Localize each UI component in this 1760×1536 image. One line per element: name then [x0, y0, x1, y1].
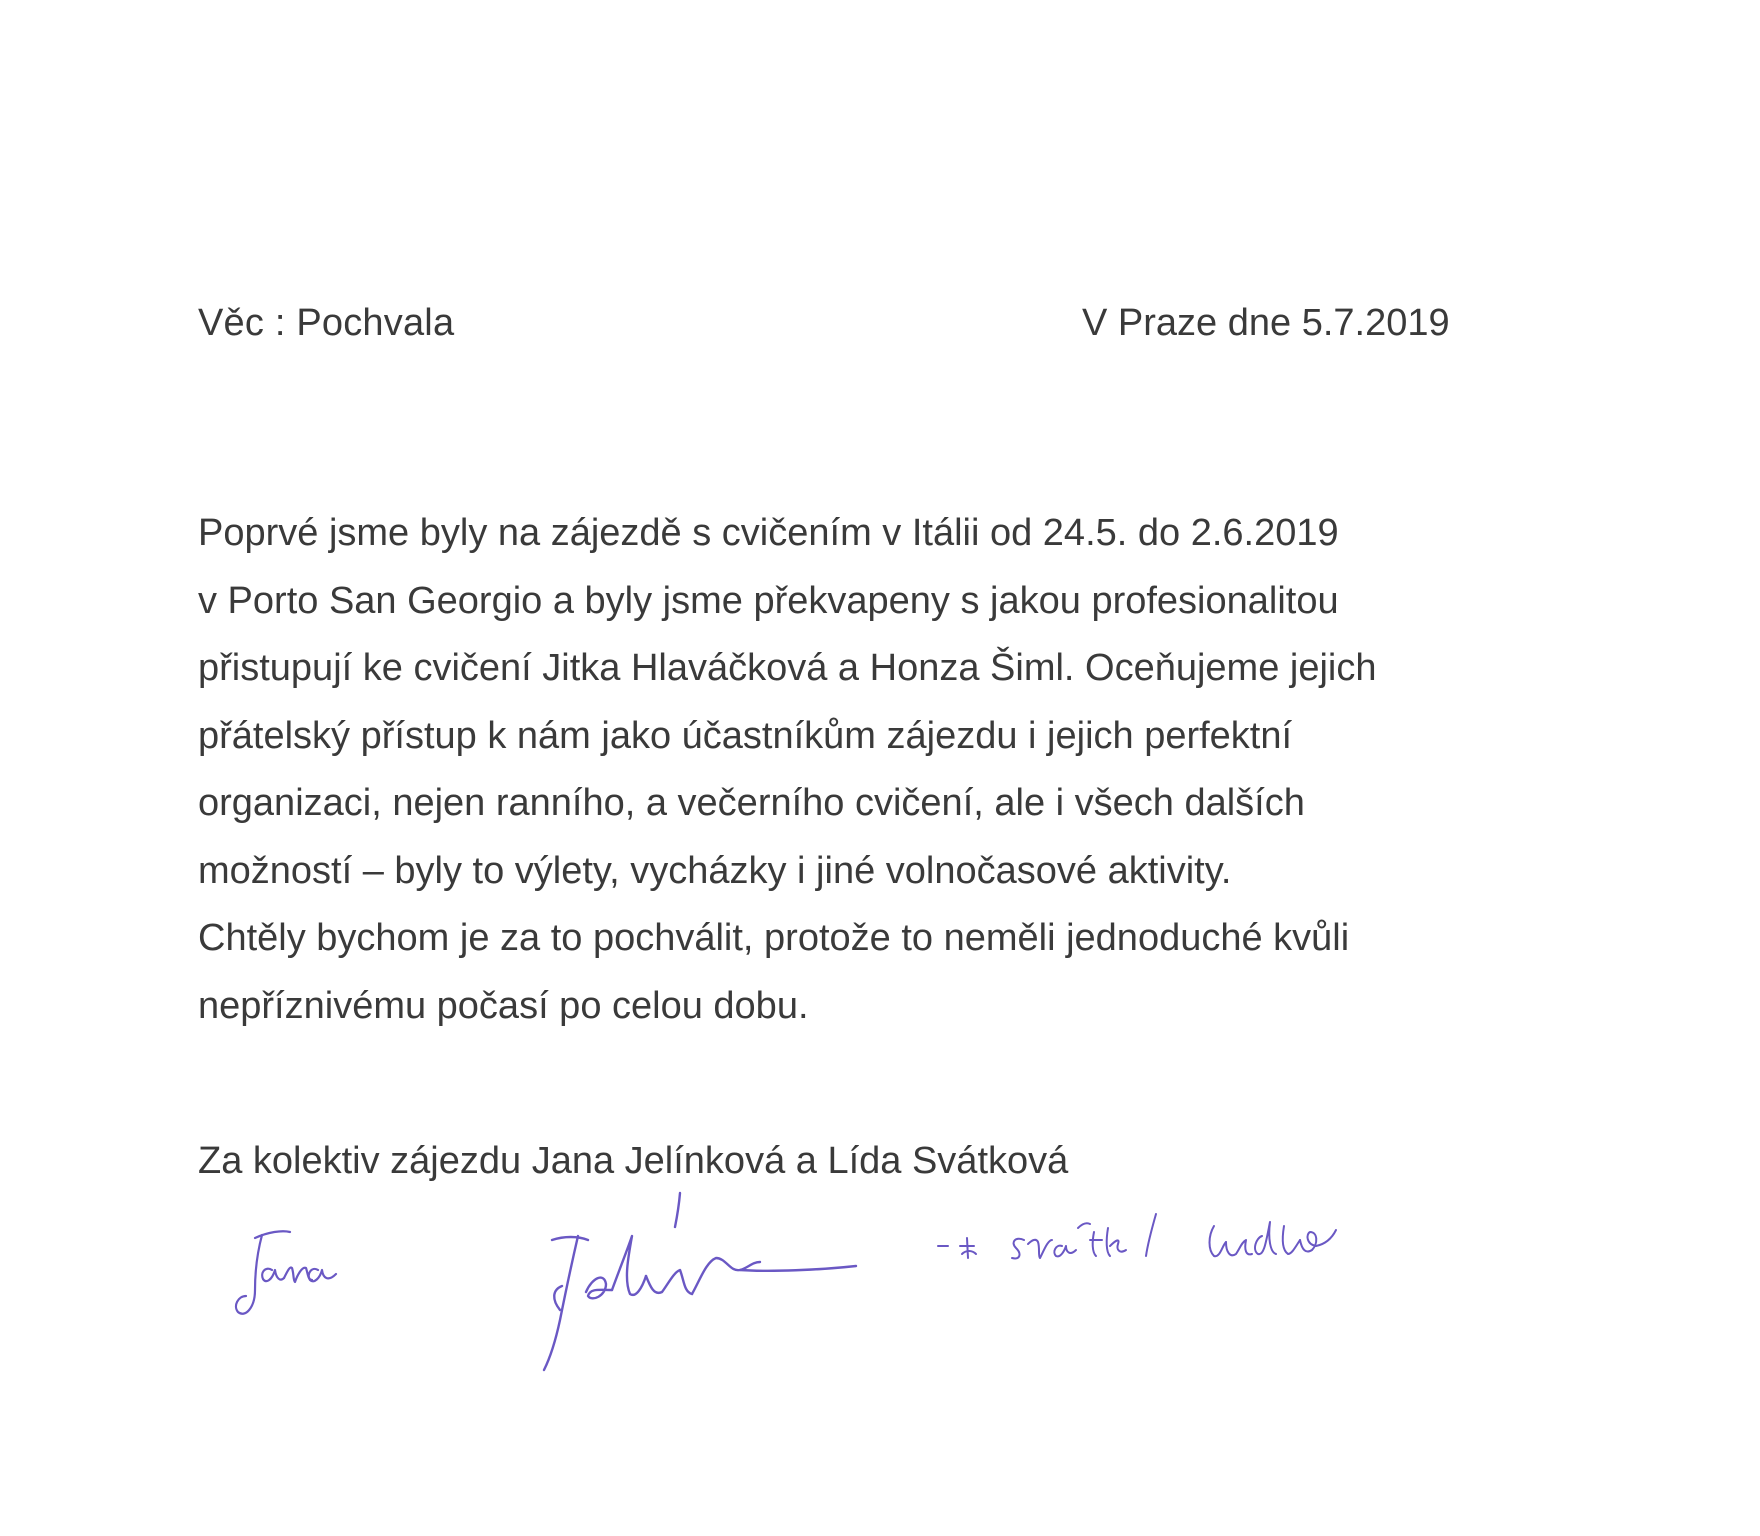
signature-jelinkova: [544, 1193, 856, 1370]
letter-place-date: V Praze dne 5.7.2019: [1082, 302, 1450, 344]
body-line: Chtěly bychom je za to pochválit, protože to neměli jednoduché kvůli: [198, 917, 1350, 959]
letter-subject: Věc : Pochvala: [198, 302, 455, 344]
body-line: možností – byly to výlety, vycházky i jiné volnočasové aktivity.: [198, 849, 1232, 892]
body-line: organizaci, nejen ranního, a večerního cvičení, ale i všech dalších: [198, 782, 1305, 824]
body-line: přátelský přístup k nám jako účastníkům zájezdu i jejich perfektní: [198, 714, 1293, 757]
body-line: Poprvé jsme byly na zájezdě s cvičením v Itálii od 24.5. do 2.6.2019: [198, 512, 1339, 554]
letter-body: [198, 500, 1598, 1040]
letter-closing: Za kolektiv zájezdu Jana Jelínková a Lída Svátková: [198, 1140, 1069, 1182]
signature-jana: [236, 1231, 336, 1313]
body-line: přistupují ke cvičení Jitka Hlaváčková a Honza Šiml. Oceňujeme jejich: [198, 647, 1377, 689]
body-line: v Porto San Georgio a byly jsme překvapeny s jakou profesionalitou: [198, 579, 1339, 622]
signature-svatkova: [938, 1214, 1336, 1258]
body-line: nepříznivému počasí po celou dobu.: [198, 984, 809, 1027]
